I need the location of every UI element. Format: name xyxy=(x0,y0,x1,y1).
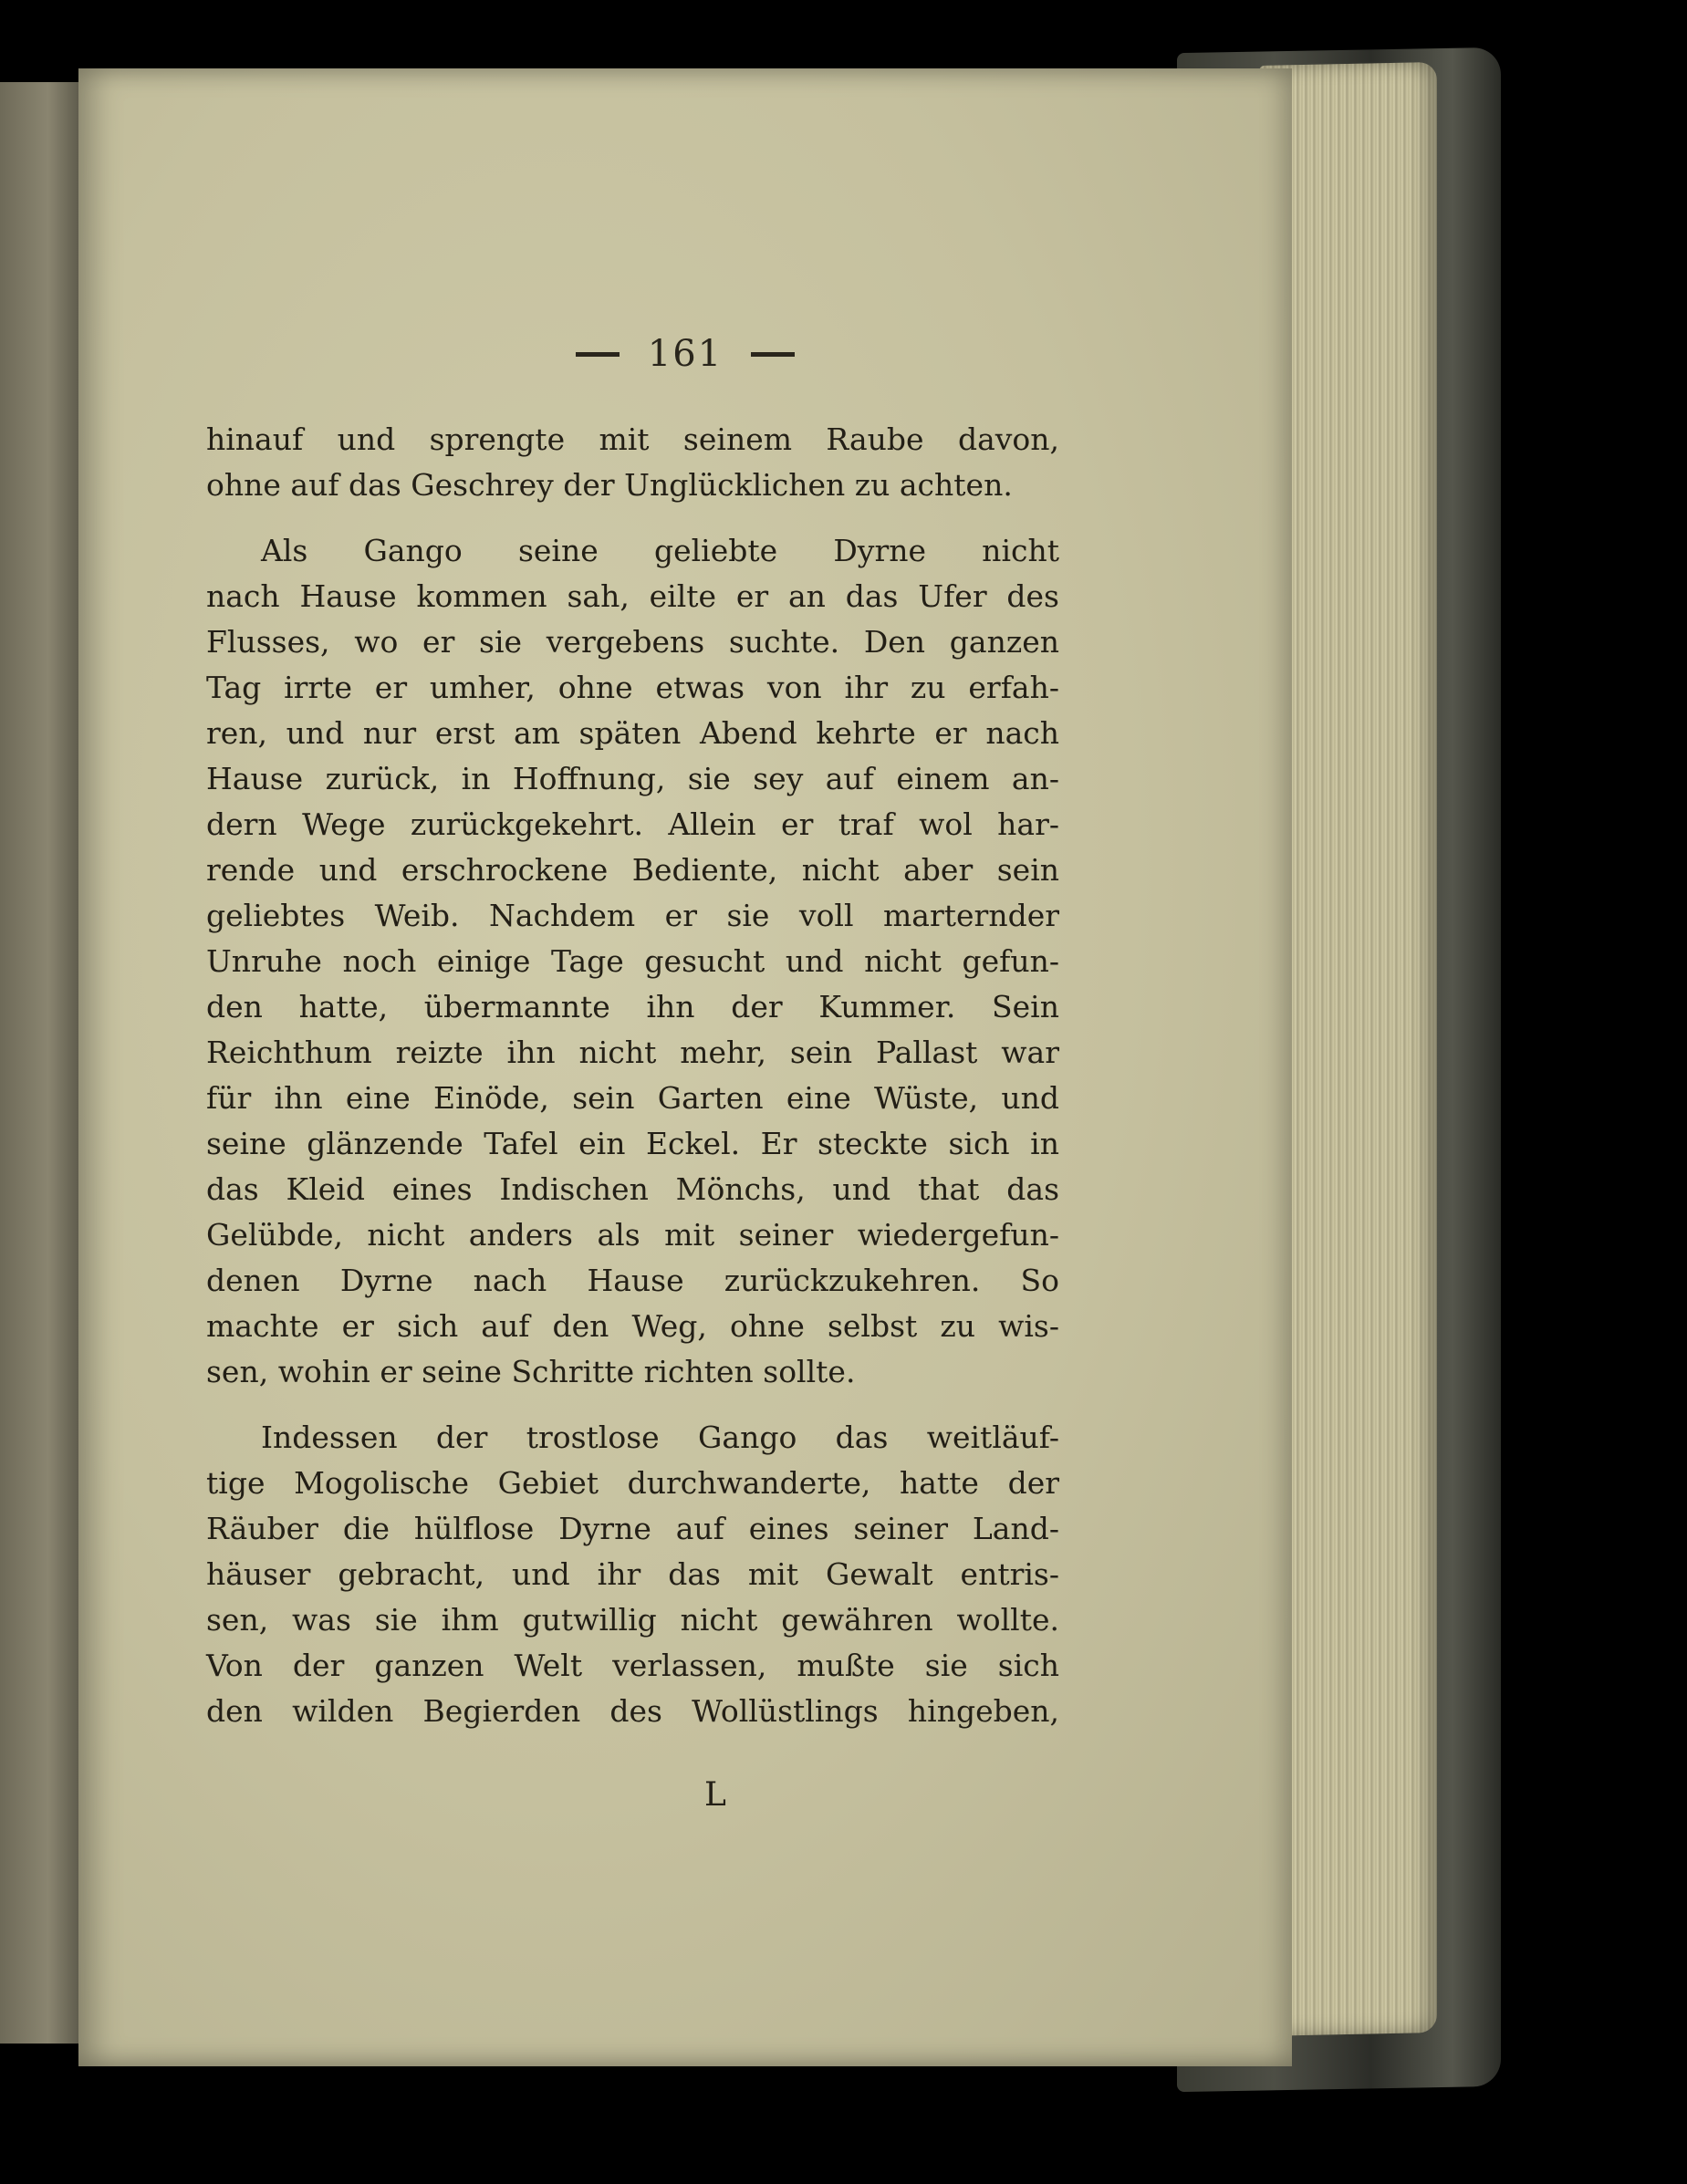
text-line: Von der ganzen Welt verlassen, mußte sie sich xyxy=(206,1648,1059,1683)
text-line: Als Gango seine geliebte Dyrne nicht xyxy=(261,533,1059,568)
header-dash-left xyxy=(576,352,620,357)
text-line: dern Wege zurückgekehrt. Allein er traf wol har- xyxy=(206,806,1059,842)
text-line: Gelübde, nicht anders als mit seiner wiedergefun- xyxy=(206,1217,1059,1253)
text-line: Unruhe noch einige Tage gesucht und nicht gefun- xyxy=(206,943,1059,979)
text-line: ren, und nur erst am späten Abend kehrte er nach xyxy=(206,715,1059,751)
text-line: hinauf und sprengte mit seinem Raube davon, xyxy=(206,421,1059,457)
text-line: Indessen der trostlose Gango das weitläuf- xyxy=(261,1420,1059,1455)
body-text xyxy=(206,417,1059,1734)
signature-mark: L xyxy=(704,1776,726,1814)
text-line: das Kleid eines Indischen Mönchs, und that das xyxy=(206,1171,1059,1207)
text-line: denen Dyrne nach Hause zurückzukehren. So xyxy=(206,1263,1059,1298)
text-line: für ihn eine Einöde, sein Garten eine Wüste, und xyxy=(206,1080,1059,1116)
page-header xyxy=(78,333,1292,375)
text-line: Reichthum reizte ihn nicht mehr, sein Pallast war xyxy=(206,1035,1059,1070)
left-page-edge xyxy=(0,82,83,2044)
text-line: den hatte, übermannte ihn der Kummer. Sein xyxy=(206,989,1059,1024)
text-line: ohne auf das Geschrey der Unglücklichen zu achten. xyxy=(206,467,1013,503)
text-line: geliebtes Weib. Nachdem er sie voll marternder xyxy=(206,898,1059,933)
page-number: 161 xyxy=(647,333,724,375)
text-line: sen, was sie ihm gutwillig nicht gewähren wollte. xyxy=(206,1602,1059,1638)
header-dash-right xyxy=(751,352,795,357)
text-line: machte er sich auf den Weg, ohne selbst zu wis- xyxy=(206,1308,1059,1344)
text-line: Hause zurück, in Hoffnung, sie sey auf einem an- xyxy=(206,761,1059,796)
text-line: Räuber die hülflose Dyrne auf eines seiner Land- xyxy=(206,1511,1059,1546)
book-page xyxy=(78,68,1292,2066)
text-line: häuser gebracht, und ihr das mit Gewalt entris- xyxy=(206,1556,1059,1592)
paragraph-gap xyxy=(206,508,1059,528)
text-line: den wilden Begierden des Wollüstlings hingeben, xyxy=(206,1693,1059,1729)
text-line: tige Mogolische Gebiet durchwanderte, hatte der xyxy=(206,1465,1059,1501)
text-line: rende und erschrockene Bediente, nicht aber sein xyxy=(206,852,1059,888)
text-line: sen, wohin er seine Schritte richten sollte. xyxy=(206,1354,856,1389)
text-line: nach Hause kommen sah, eilte er an das Ufer des xyxy=(206,578,1059,614)
paragraph-gap xyxy=(206,1395,1059,1415)
text-line: seine glänzende Tafel ein Eckel. Er steckte sich in xyxy=(206,1126,1059,1161)
text-line: Flusses, wo er sie vergebens suchte. Den ganzen xyxy=(206,624,1059,660)
text-line: Tag irrte er umher, ohne etwas von ihr zu erfah- xyxy=(206,670,1059,705)
